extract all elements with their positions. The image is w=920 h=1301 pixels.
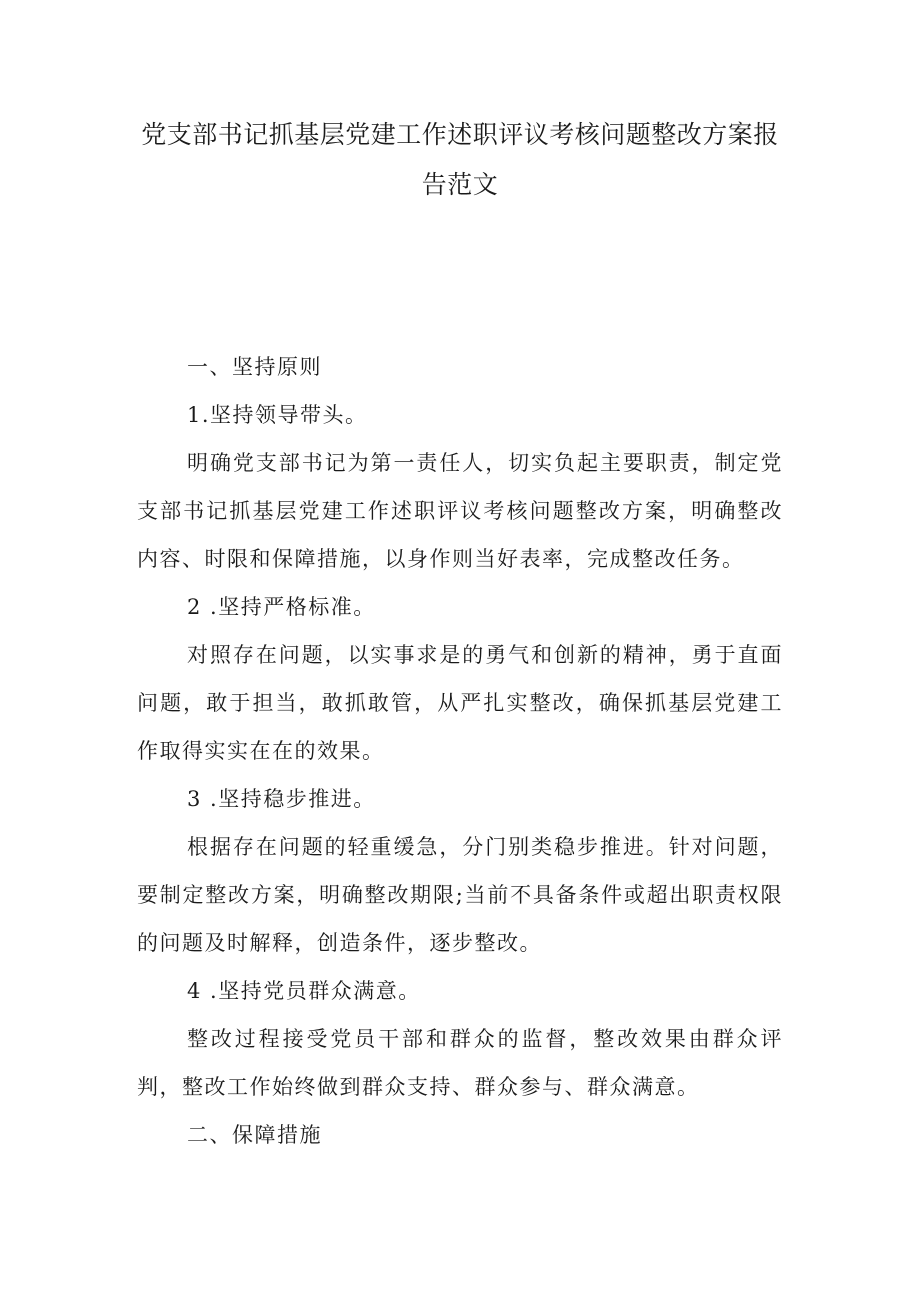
principle-3-heading: 3 .坚持稳步推进。: [187, 787, 376, 811]
section-heading-measures: 二、保障措施: [187, 1123, 322, 1147]
title-line-2: 告范文: [421, 170, 499, 199]
principle-4-text: 整改过程接受党员干部和群众的监督，整改效果由群众评判，整改工作始终做到群众支持、群众参与、群众满意。: [137, 1027, 783, 1099]
document-title: [120, 110, 800, 210]
principle-2-text: 对照存在问题，以实事求是的勇气和创新的精神，勇于直面问题，敢于担当，敢抓敢管，从严扎实整改，确保抓基层党建工作取得实实在在的效果。: [137, 643, 783, 763]
title-line-1: 党支部书记抓基层党建工作述职评议考核问题整改方案报: [141, 120, 779, 149]
principle-1-heading: 1.坚持领导带头。: [187, 403, 368, 427]
principle-1-text: 明确党支部书记为第一责任人，切实负起主要职责，制定党支部书记抓基层党建工作述职评议考核问题整改方案，明确整改内容、时限和保障措施，以身作则当好表率，完成整改任务。: [137, 451, 783, 571]
section-heading-principles: 一、坚持原则: [187, 355, 322, 379]
principle-4-heading: 4 .坚持党员群众满意。: [187, 979, 421, 1003]
principle-3-text: 根据存在问题的轻重缓急，分门别类稳步推进。针对问题，要制定整改方案，明确整改期限;当前不具备条件或超出职责权限的问题及时解释，创造条件，逐步整改。: [137, 835, 783, 955]
principle-2-heading: 2 .坚持严格标准。: [187, 595, 376, 619]
document-body: [137, 343, 783, 1159]
